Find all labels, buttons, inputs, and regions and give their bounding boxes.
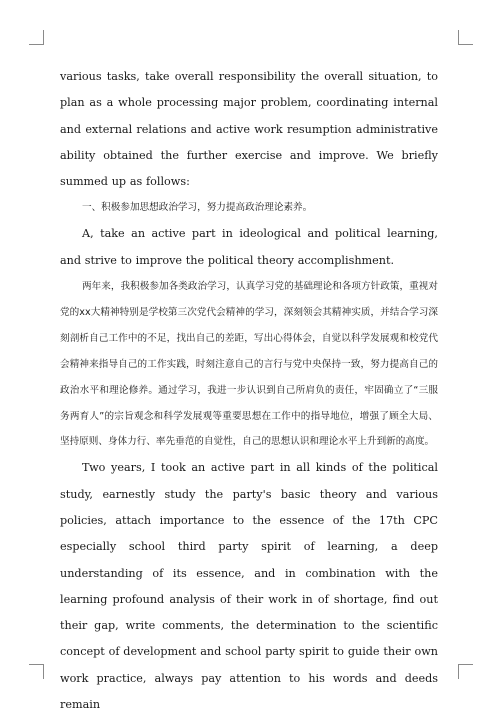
- crop-mark-bottom-left: [29, 664, 44, 679]
- section-heading-chinese: 一、积极参加思想政治学习，努力提高政治理论素养。: [82, 202, 313, 214]
- paragraph-continuation: various tasks, take overall responsibility the overall situation, to plan as a whole processing major problem, coordinating internal and external relations and active work resumption administrative ability obtained the further exercise and improve. We briefly summed up as follows:: [60, 70, 438, 189]
- paragraph-chinese: 两年来，我积极参加各类政治学习，认真学习党的基础理论和各项方针政策，重视对党的xx大精神特别是学校第三次党代会精神的学习，深刻领会其精神实质，并结合学习深刻剖析自己工作中的不足，找出自己的差距，写出心得体会，自觉以科学发展观和校党代会精神来指导自己的工作实践，时刻注意自己的言行与党中央保持一致，努力提高自己的政治水平和理论修养。通过学习，我进一步认识到自己所肩负的责任，牢固确立了“三服务两育人”的宗旨观念和科学发展观等重要思想在工作中的指导地位，增强了顾全大局、坚持原则、身体力行、率先垂范的自觉性，自己的思想认识和理论水平上升到新的高度。: [60, 280, 438, 448]
- crop-mark-top-right: [458, 30, 473, 45]
- paragraph-english: Two years, I took an active part in all kinds of the political study, earnestly study the party's basic theory and various policies, attach importance to the essence of the 17th CPC especially school third party spirit of learning, a deep understanding of its essence, and in combination with the learning profound analysis of their work in of shortage, find out their gap, write comments, the determination to the scientific concept of development and school party spirit to guide their own work practice, always pay attention to his words and deeds remain: [60, 461, 438, 711]
- crop-mark-bottom-right: [458, 664, 473, 679]
- document-body: [60, 64, 438, 718]
- crop-mark-top-left: [29, 30, 44, 45]
- section-heading-english: A, take an active part in ideological and political learning, and strive to improve the political theory accomplishment.: [60, 227, 438, 267]
